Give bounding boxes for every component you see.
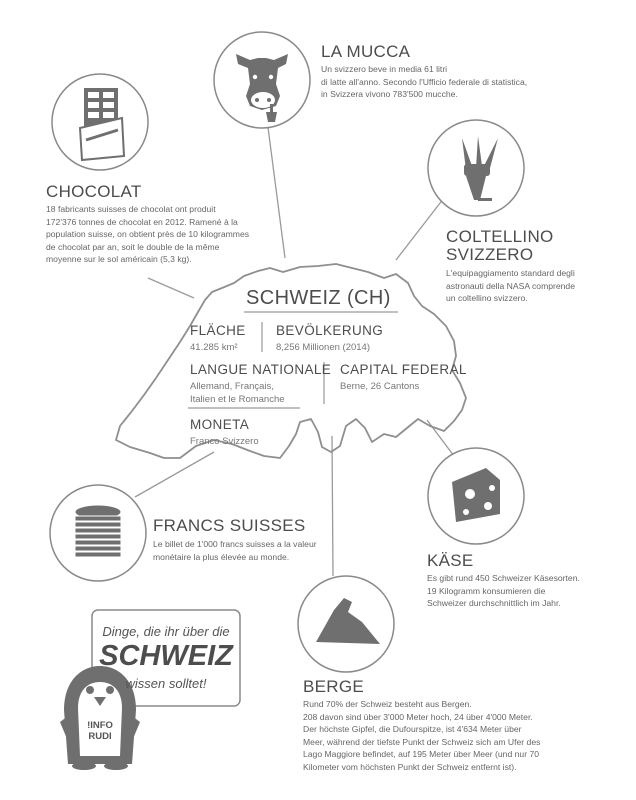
- mucca-text: Un svizzero beve in media 61 litri di latte all'anno. Secondo l'Ufficio federale di statistica, in Svizzera vivono 783'500 mucche.: [321, 64, 528, 100]
- flaeche-value: 41.285 km²: [190, 342, 238, 353]
- coltellino-title-1: COLTELLINO: [446, 227, 554, 246]
- coin-stack-icon: [75, 505, 121, 557]
- moneta-label: MONETA: [190, 417, 250, 432]
- logo-line-1: !INFO: [87, 720, 113, 731]
- langue-label: LANGUE NATIONALE: [190, 362, 332, 377]
- francs-title: FRANCS SUISSES: [153, 516, 306, 535]
- chocolate-bar-icon: [80, 88, 124, 160]
- coltellino-text: L'equipaggiamento standard degli astronauti della NASA comprende un coltellino svizzero.: [446, 268, 575, 304]
- kaese-title: KÄSE: [427, 551, 474, 570]
- kaese-text: Es gibt rund 450 Schweizer Käsesorten. 19 Kilogramm konsumieren die Schweizer durchschnittlich im Jahr.: [427, 573, 580, 609]
- chocolat-text: 18 fabricants suisses de chocolat ont produit 172'376 tonnes de chocolat en 2012. Ramené à la population suisse, on obtient près de 10 kilogrammes de chocolat par an, soit le double de la même moyenne sur le sol américain (5,3 kg).: [46, 204, 250, 265]
- connector-line: [332, 436, 333, 576]
- bubble-line-1: Dinge, die ihr über die: [102, 624, 230, 639]
- moneta-value: Franco Svizzero: [190, 436, 259, 447]
- info-rudi-logo: [83, 720, 117, 742]
- bevoelkerung-value: 8,256 Millionen (2014): [276, 342, 371, 353]
- bubble-line-2: SCHWEIZ: [99, 640, 233, 672]
- connector-line: [266, 112, 285, 258]
- map-title: SCHWEIZ (CH): [246, 287, 391, 309]
- bubble-line-3: wissen solltet!: [125, 676, 207, 691]
- capital-value: Berne, 26 Cantons: [340, 381, 420, 392]
- bevoelkerung-label: BEVÖLKERUNG: [276, 323, 384, 338]
- francs-text: Le billet de 1'000 francs suisses a la valeur monétaire la plus élevée au monde.: [153, 539, 317, 562]
- capital-label: CAPITAL FEDERAL: [340, 362, 467, 377]
- flaeche-label: FLÄCHE: [190, 323, 246, 338]
- langue-value: Allemand, Français, Italien et le Romanche: [190, 381, 285, 405]
- connector-line: [148, 278, 194, 298]
- mucca-title: LA MUCCA: [321, 42, 411, 61]
- berge-title: BERGE: [303, 677, 365, 696]
- coltellino-title-2: SVIZZERO: [446, 245, 534, 264]
- logo-line-2: RUDI: [88, 731, 112, 742]
- chocolat-title: CHOCOLAT: [46, 182, 142, 201]
- berge-text: Rund 70% der Schweiz besteht aus Bergen. 208 davon sind über 3'000 Meter hoch, 24 über 4'000 Meter. Der höchste Gipfel, die Dufourspitze, ist 4'634 Meter über Meer, während der tiefste Punkt der Schweiz sich am Ufer des Lago Maggiore befindet, auf 195 Meter über Meer (und nur 70 Kilometer vom höchsten Punkt der Schweiz entfernt ist).: [303, 699, 541, 772]
